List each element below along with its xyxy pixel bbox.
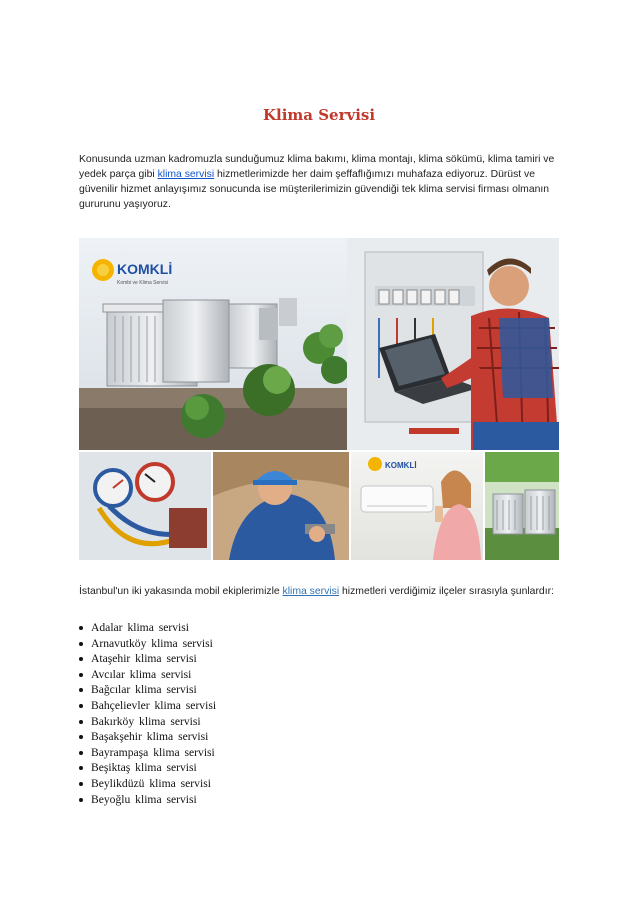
- bullet-icon: [79, 798, 83, 802]
- komkli-small-logo: KOMKLİ: [385, 461, 417, 470]
- list-item: Bahçelievler klima servisi: [79, 698, 216, 714]
- outdoor-units-photo: [79, 238, 349, 450]
- klima-servisi-link[interactable]: klima servisi: [157, 169, 215, 180]
- komkli-logo-text: KOMKLİ: [117, 261, 173, 277]
- districts-lead-paragraph: [79, 585, 557, 599]
- bullet-icon: [79, 688, 83, 692]
- lead-text-after: hizmetleri verdiğimiz ilçeler sırasıyla şunlardır:: [339, 586, 554, 597]
- bullet-icon: [79, 642, 83, 646]
- bullet-icon: [79, 626, 83, 630]
- list-item: Bayrampaşa klima servisi: [79, 745, 216, 761]
- lead-text-before: İstanbul'un iki yakasında mobil ekiplerimizle: [79, 586, 283, 597]
- list-item: Beyoğlu klima servisi: [79, 792, 216, 808]
- list-item: Başakşehir klima servisi: [79, 729, 216, 745]
- intro-text-after: hizmetlerimizde her daim şeffaflığımızı muhafaza ediyoruz. Dürüst ve güvenilir hizmet anlayışımız sonucunda ise müşterilerimizin güvendiği tek klima servisi firması olmanın gururunu yaşıyoruz.: [79, 169, 550, 210]
- list-item: Beşiktaş klima servisi: [79, 760, 216, 776]
- service-collage-image: [79, 238, 559, 560]
- bullet-icon: [79, 657, 83, 661]
- bullet-icon: [79, 751, 83, 755]
- komkli-logo-subtitle: Kombi ve Klima Servisi: [117, 280, 169, 286]
- list-item: Arnavutköy klima servisi: [79, 636, 216, 652]
- klima-servisi-link-2[interactable]: klima servisi: [282, 586, 340, 597]
- bullet-icon: [79, 735, 83, 739]
- pressure-gauges-photo: [79, 452, 211, 560]
- list-item: Beylikdüzü klima servisi: [79, 776, 216, 792]
- bullet-icon: [79, 720, 83, 724]
- outdoor-units-row-photo: [485, 452, 559, 560]
- intro-text-before: Konusunda uzman kadromuzla sunduğumuz klima bakımı, klima montajı, klima sökümü, klima tamiri ve yedek parça gibi: [79, 154, 555, 180]
- bullet-icon: [79, 782, 83, 786]
- indoor-ac-remote-photo: [351, 452, 483, 560]
- list-item: Avcılar klima servisi: [79, 667, 216, 683]
- bullet-icon: [79, 766, 83, 770]
- page-title: Klima Servisi: [262, 106, 376, 124]
- list-item: Adalar klima servisi: [79, 620, 216, 636]
- technician-laptop-photo: [347, 238, 559, 450]
- list-item: Bakırköy klima servisi: [79, 714, 216, 730]
- districts-list: [79, 620, 216, 807]
- intro-paragraph: [79, 152, 557, 212]
- technician-helmet-photo: [213, 452, 349, 560]
- bullet-icon: [79, 704, 83, 708]
- bullet-icon: [79, 673, 83, 677]
- list-item: Ataşehir klima servisi: [79, 651, 216, 667]
- list-item: Bağcılar klima servisi: [79, 682, 216, 698]
